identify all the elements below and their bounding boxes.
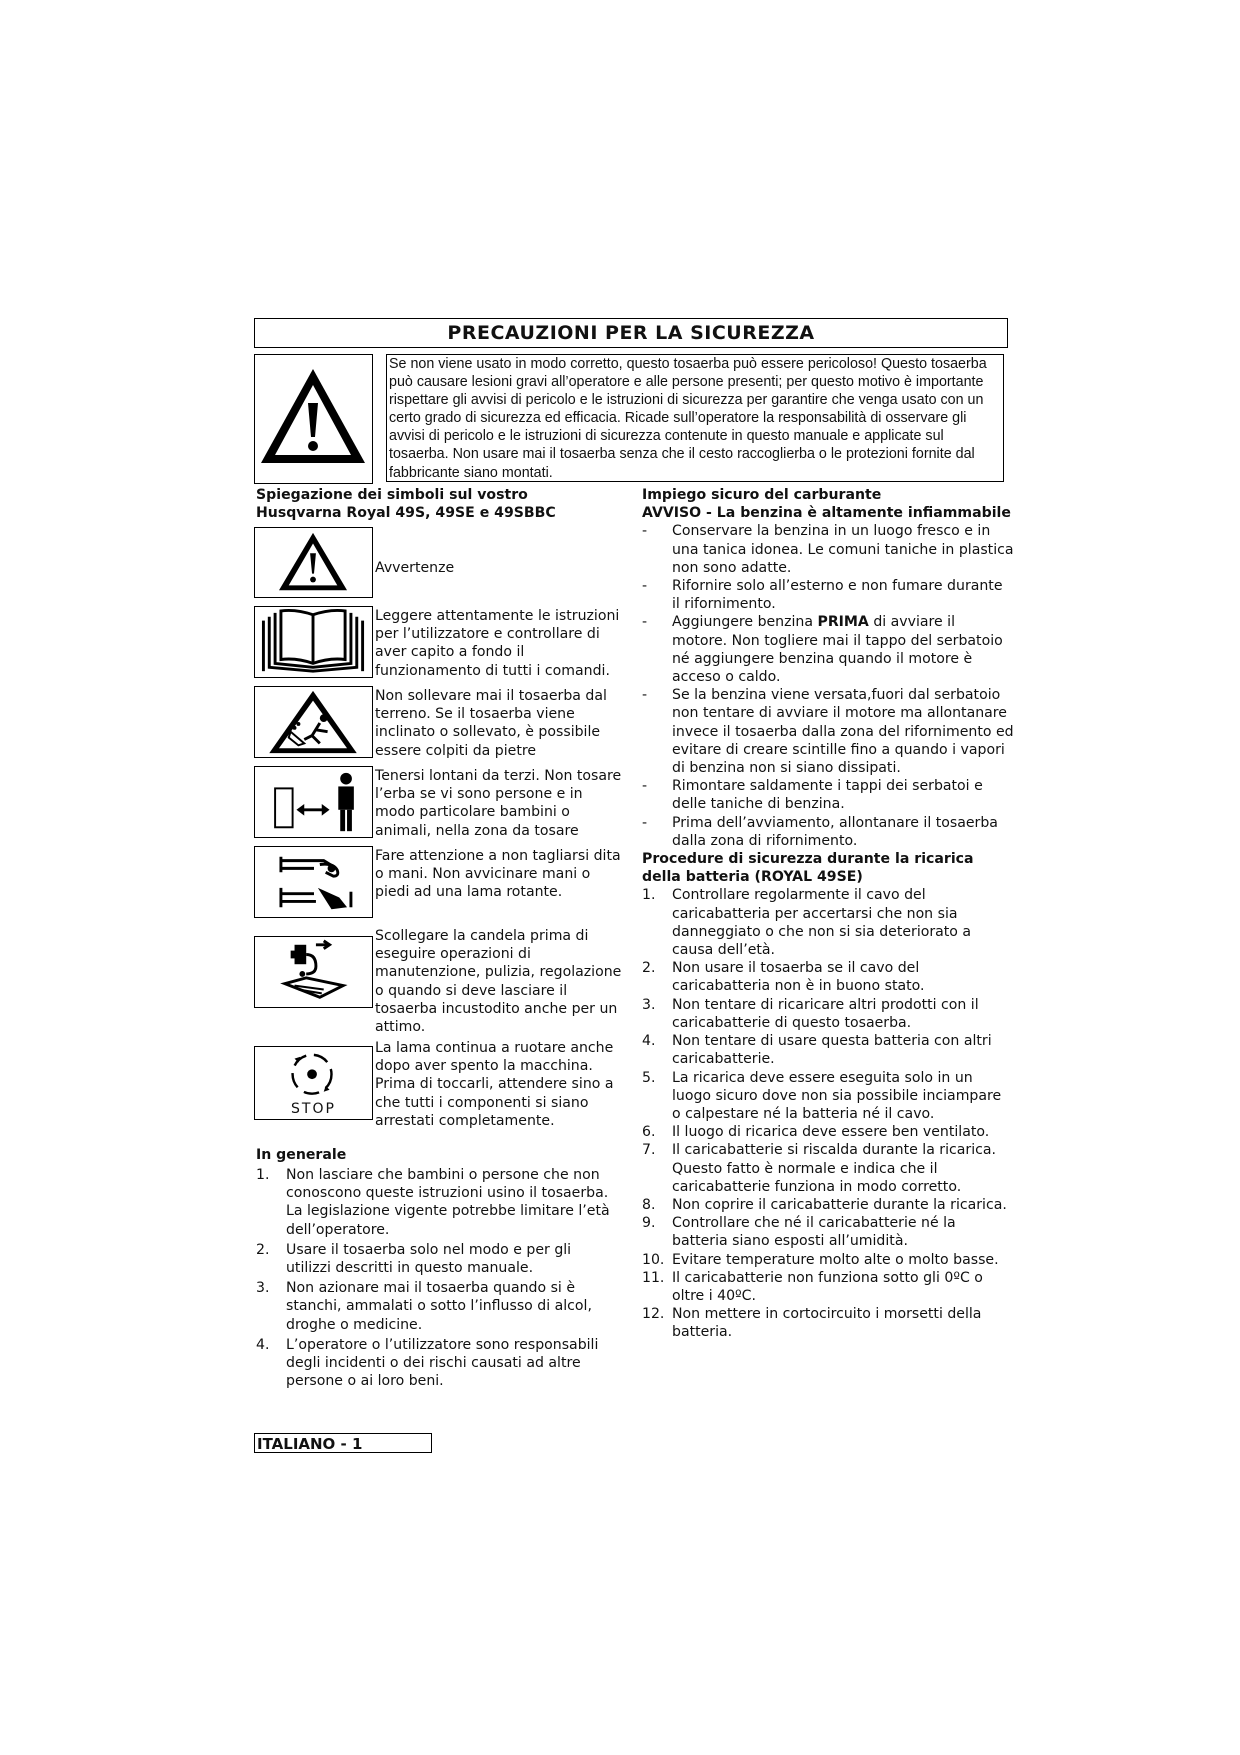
symbol-cut-box <box>254 846 373 918</box>
item-text: Non tentare di usare questa batteria con altri caricabatterie. <box>672 1033 992 1068</box>
item-number: 6. <box>642 1124 656 1141</box>
symbol-stop-text: La lama continua a ruotare anche dopo aver spento la macchina. Prima di toccarli, attendere sino a che tutti i componenti si siano arrestati completamente. <box>375 1040 614 1129</box>
list-item <box>642 886 1014 959</box>
symbol-lift-box <box>254 686 373 758</box>
list-item <box>642 1123 1014 1141</box>
item-text: Evitare temperature molto alte o molto basse. <box>672 1251 999 1268</box>
list-item <box>642 1214 1014 1250</box>
fuel-heading: Impiego sicuro del carburante <box>642 487 882 503</box>
item-number: 12. <box>642 1306 665 1323</box>
list-item <box>256 1336 618 1391</box>
item-number: 4. <box>642 1033 656 1050</box>
item-text: Usare il tosaerba solo nel modo e per gli utilizzi descritti in questo manuale. <box>286 1241 572 1277</box>
page-title: PRECAUZIONI PER LA SICUREZZA <box>254 318 1008 348</box>
list-item <box>642 1269 1014 1305</box>
bullet: - <box>642 614 648 631</box>
fuel-warning: AVVISO - La benzina è altamente infiammabile <box>642 505 1011 522</box>
item-text: Non tentare di ricaricare altri prodotti con il caricabatterie di questo tosaerba. <box>672 996 979 1031</box>
symbol-stop-box <box>254 1046 373 1120</box>
stop-label: STOP <box>291 1101 336 1117</box>
symbol-sparkplug-text: Scollegare la candela prima di eseguire operazioni di manutenzione, pulizia, regolazione o quando si deve lasciare il tosaerba incustodito anche per un attimo. <box>375 928 622 1036</box>
item-text: Prima dell’avviamento, allontanare il tosaerba dalla zona di rifornimento. <box>672 814 998 849</box>
general-heading: In generale <box>256 1147 347 1163</box>
list-item <box>642 1069 1014 1124</box>
item-number: 1. <box>642 887 656 904</box>
keep-distance-icon <box>255 767 372 837</box>
list-item <box>642 1305 1014 1341</box>
list-item <box>642 814 1014 850</box>
item-text: Controllare regolarmente il cavo del caricabatteria per accertarsi che non sia danneggiato o che non si sia deteriorato a causa dell’età. <box>672 887 972 959</box>
fuel-section <box>642 486 1014 1342</box>
do-not-lift-icon <box>255 687 372 757</box>
item-text: Il luogo di ricarica deve essere ben ventilato. <box>672 1124 990 1141</box>
list-item <box>642 522 1014 577</box>
item-text: Il caricabatterie si riscalda durante la ricarica. Questo fatto è normale e indica che il caricabatterie funziona in modo corretto. <box>672 1142 996 1195</box>
symbol-warning-box <box>254 527 373 598</box>
fuel-list <box>642 522 1014 850</box>
item-text: La ricarica deve essere eseguita solo in un luogo sicuro dove non sia possibile inciampare o calpestare né la batteria né il cavo. <box>672 1069 1002 1122</box>
warning-symbol-box <box>254 354 373 484</box>
bullet: - <box>642 814 648 831</box>
item-text: L’operatore o l’utilizzatore sono responsabili degli incidenti o dei rischi causati ad altre persone o ai loro beni. <box>286 1336 599 1390</box>
item-text: Il caricabatterie non funziona sotto gli 0ºC o oltre i 40ºC. <box>672 1269 983 1304</box>
list-item <box>642 1032 1014 1068</box>
item-number: 3. <box>642 996 656 1013</box>
list-item <box>256 1166 618 1239</box>
spark-plug-disconnect-icon <box>255 937 372 1007</box>
item-text: Se la benzina viene versata,fuori dal serbatoio non tentare di avviare il motore ma allontanare invece il tosaerba dalla zona del rifornimento ed evitare di creare scintille fino a quando i vapori di benzina non si siano dissipati. <box>672 687 1014 777</box>
item-text: Controllare che né il caricabatterie né la batteria siano esposti all’umidità. <box>672 1215 956 1250</box>
item-text: Non usare il tosaerba se il cavo del caricabatteria non è in buono stato. <box>672 960 925 995</box>
warning-triangle-icon <box>255 528 372 597</box>
symbols-heading-line-1: Spiegazione dei simboli sul vostro <box>256 487 528 503</box>
general-list <box>256 1166 618 1390</box>
page-footer: ITALIANO - 1 <box>254 1433 432 1453</box>
item-number: 4. <box>256 1336 270 1353</box>
item-text: Non azionare mai il tosaerba quando si è stanchi, ammalati o sotto l’influsso di alcol, droghe o medicine. <box>286 1280 592 1333</box>
list-item <box>642 1251 1014 1269</box>
battery-list <box>642 886 1014 1341</box>
symbol-cut-text: Fare attenzione a non tagliarsi dita o mani. Non avvicinare mani o piedi ad una lama rotante. <box>375 848 621 901</box>
list-item <box>642 777 1014 813</box>
symbol-manual-box <box>254 606 373 678</box>
manual-book-icon <box>255 607 372 677</box>
list-item <box>642 577 1014 613</box>
list-item <box>642 996 1014 1032</box>
symbol-distance-box <box>254 766 373 838</box>
item-number: 10. <box>642 1251 665 1268</box>
bullet: - <box>642 523 648 540</box>
list-item <box>642 613 1014 686</box>
intro-warning-text: Se non viene usato in modo corretto, questo tosaerba può essere pericoloso! Questo tosaerba può causare lesioni gravi all’operatore e alle persone presenti; per questo motivo è importante rispettare gli avvisi di pericolo e le istruzioni di sicurezza per garantire che venga usato con un certo grado di sicurezza ed efficacia. Ricade sull’operatore la responsabilità di osservare gli avvisi di pericolo e le istruzioni di sicurezza contenute in questo manuale e applicate sul tosaerba. Non usare mai il tosaerba senza che il cesto raccoglierba o le protezioni fornite dal fabbricante siano montati. <box>386 354 1004 482</box>
item-number: 8. <box>642 1196 656 1213</box>
list-item <box>642 1196 1014 1214</box>
item-text: Non lasciare che bambini o persone che non conoscono queste istruzioni usino il tosaerba. La legislazione vigente potrebbe limitare l’età dell’operatore. <box>286 1167 610 1238</box>
battery-heading-1: Procedure di sicurezza durante la ricarica <box>642 851 974 868</box>
item-number: 3. <box>256 1280 270 1297</box>
item-text: Non mettere in cortocircuito i morsetti della batteria. <box>672 1306 982 1341</box>
symbol-distance-text: Tenersi lontani da terzi. Non tosare l’erba se vi sono persone e in modo particolare bambini o animali, nella zona da tosare <box>375 768 622 839</box>
item-number: 11. <box>642 1269 665 1286</box>
bullet: - <box>642 578 648 595</box>
item-text: Rimontare saldamente i tappi dei serbatoi e delle taniche di benzina. <box>672 778 983 813</box>
list-item <box>642 686 1014 777</box>
item-number: 9. <box>642 1215 656 1232</box>
list-item <box>642 959 1014 995</box>
item-number: 1. <box>256 1167 270 1183</box>
warning-triangle-icon <box>255 355 372 483</box>
list-item <box>256 1279 618 1334</box>
item-text: Aggiungere benzina PRIMA di avviare il motore. Non togliere mai il tappo del serbatoio né aggiungere benzina quando il motore è acceso o caldo. <box>672 614 1003 686</box>
symbol-warning-text: Avvertenze <box>375 560 455 576</box>
item-number: 2. <box>256 1241 270 1258</box>
item-number: 2. <box>642 960 656 977</box>
hand-foot-cut-icon <box>255 847 372 917</box>
symbol-lift-text: Non sollevare mai il tosaerba dal terreno. Se il tosaerba viene inclinato o sollevato, è possibile essere colpiti da pietre <box>375 688 607 759</box>
symbol-sparkplug-box <box>254 936 373 1008</box>
battery-heading-2: della batteria (ROYAL 49SE) <box>642 869 863 886</box>
item-number: 5. <box>642 1069 656 1086</box>
bullet: - <box>642 778 648 795</box>
item-text: Non coprire il caricabatterie durante la ricarica. <box>672 1196 1007 1213</box>
item-number: 7. <box>642 1142 656 1159</box>
item-text: Rifornire solo all’esterno e non fumare durante il rifornimento. <box>672 578 1003 613</box>
symbol-manual-text: Leggere attentamente le istruzioni per l’utilizzatore e controllare di aver capito a fondo il funzionamento di tutti i comandi. <box>375 608 620 679</box>
symbols-heading <box>256 486 618 522</box>
symbols-heading-line-2: Husqvarna Royal 49S, 49SE e 49SBBC <box>256 505 556 522</box>
item-text: Conservare la benzina in un luogo fresco e in una tanica idonea. Le comuni taniche in plastica non sono adatte. <box>672 523 1014 576</box>
bullet: - <box>642 687 648 704</box>
list-item <box>642 1141 1014 1196</box>
list-item <box>256 1241 618 1277</box>
